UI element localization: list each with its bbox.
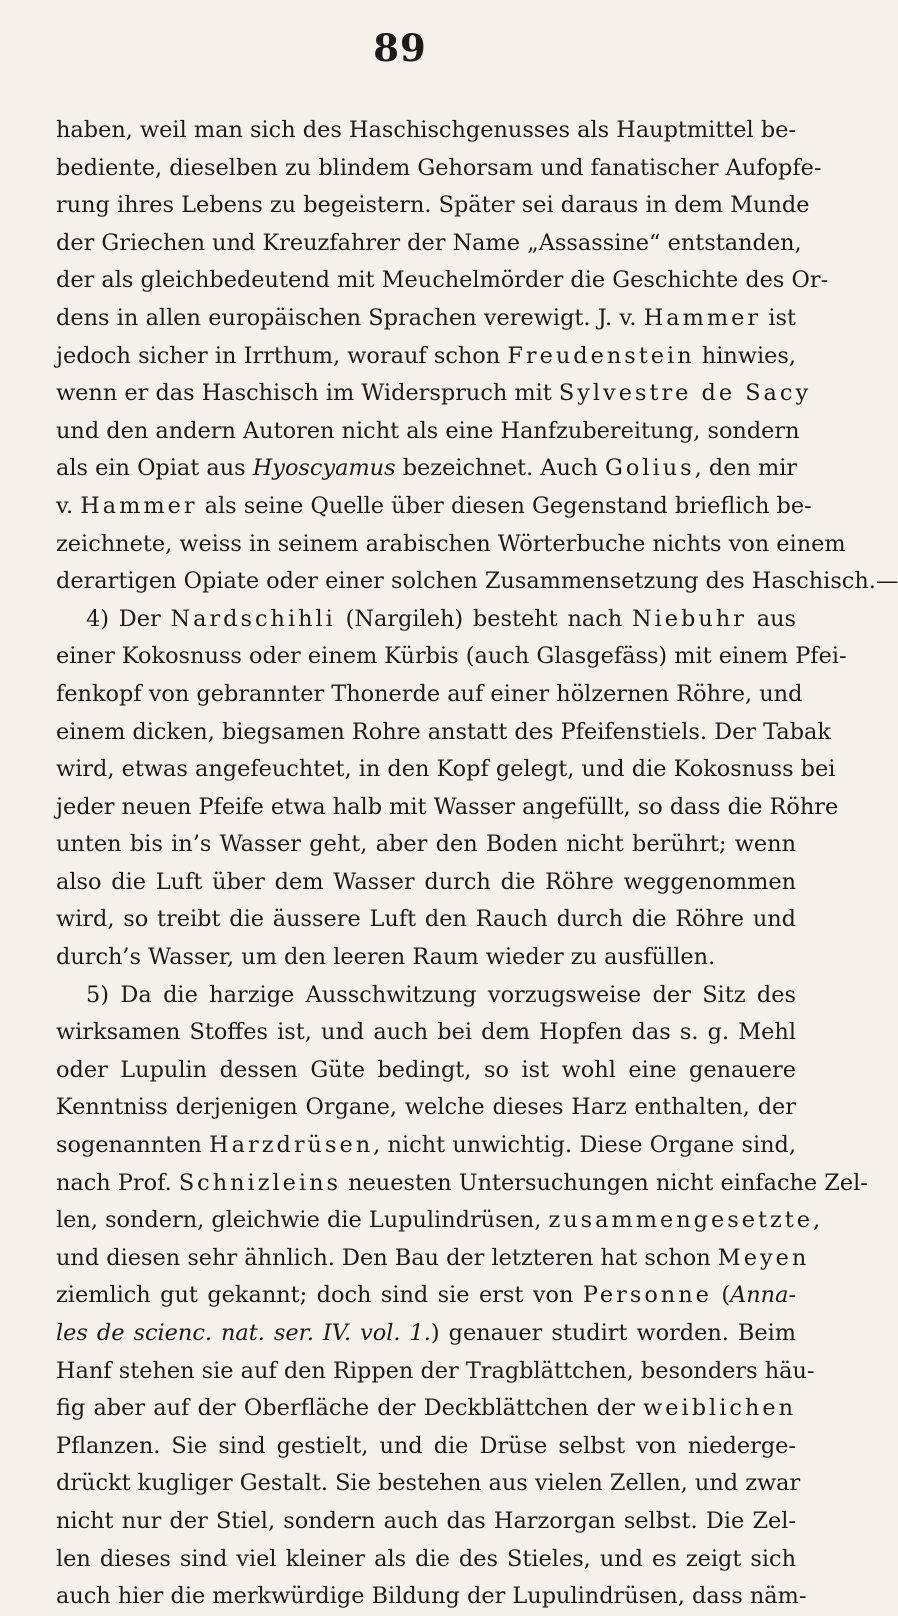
spaced-name: Personne [582,1282,712,1309]
text-line [56,826,796,864]
text-run: bediente, dieselben zu blindem Gehorsam und fanatischer Aufopfe- [56,154,822,181]
text-run: ziemlich gut gekannt; doch sind sie erst von [56,1282,583,1309]
text-line [56,789,839,827]
text-run: , nicht unwichtig. Diese Organe sind, [373,1132,796,1159]
body-text [56,112,898,1616]
text-line [56,375,812,413]
text-line [56,901,796,939]
text-line [56,1578,807,1616]
text-line [56,1127,796,1165]
text-line [56,751,836,789]
spaced-name: zusammengesetzte [548,1207,814,1234]
text-run: hinwies, [694,342,796,369]
text-line [56,1202,821,1240]
text-run: zeichnete, weiss in seinem arabischen Wörterbuche nichts von einem [56,530,846,557]
text-run: nach Prof. [56,1169,179,1196]
text-run: also die Luft über dem Wasser durch die Röhre weggenommen [56,868,796,895]
spaced-name: Harzdrüsen [209,1132,374,1159]
text-run: einer Kokosnuss oder einem Kürbis (auch Glasgefäss) mit einem Pfei- [56,643,847,670]
text-line [56,864,796,902]
text-run: , [813,1207,821,1234]
text-line [56,1353,815,1391]
text-line [56,450,796,488]
text-run: ist [761,304,796,331]
text-run: der Griechen und Kreuzfahrer der Name „Assassine“ entstanden, [56,229,802,256]
text-run: v. [56,492,81,519]
text-run: , den mir [694,455,798,482]
text-run: (Nargileh) besteht nach [335,605,633,632]
text-run: wird, so treibt die äussere Luft den Rauch durch die Röhre und [56,906,796,933]
text-line [56,1315,796,1353]
text-run: und den andern Autoren nicht als eine Hanfzubereitung, sondern [56,417,800,444]
spaced-name: Golius [605,455,695,482]
spaced-name: Hammer [643,304,762,331]
text-line [56,1052,796,1090]
text-run: einem dicken, biegsamen Rohre anstatt des Pfeifenstiels. Der Tabak [56,718,831,745]
text-line [56,150,822,188]
text-line [56,526,846,564]
text-line [56,676,803,714]
text-run: Hanf stehen sie auf den Rippen der Tragblättchen, besonders häu- [56,1357,815,1384]
text-line [56,1390,796,1428]
text-line [56,1277,796,1315]
spaced-name: weiblichen [643,1395,796,1422]
text-run: len, sondern, gleichwie die Lupulindrüsen, [56,1207,549,1234]
text-run: wird, etwas angefeuchtet, in den Kopf gelegt, und die Kokosnuss bei [56,756,836,783]
text-line [56,1089,796,1127]
spaced-name: Niebuhr [632,605,747,632]
text-run: der als gleichbedeutend mit Meuchelmörder die Geschichte des Or- [56,267,829,294]
text-run: nicht nur der Stiel, sondern auch das Harzorgan selbst. Die Zel- [56,1507,796,1534]
text-run: rung ihres Lebens zu begeistern. Später sei daraus in dem Munde [56,192,810,219]
text-run: fig aber auf der Oberfläche der Deckblättchen der [56,1395,644,1422]
italic-text: Anna- [730,1282,797,1309]
text-run: 4) Der [86,605,171,632]
text-run: als ein Opiat aus [56,455,253,482]
text-line [56,601,796,639]
text-line [56,1428,796,1466]
text-run: wirksamen Stoffes ist, und auch bei dem Hopfen das s. g. Mehl [56,1019,796,1046]
text-run: sogenannten [56,1132,210,1159]
text-run: bezeichnet. Auch [395,455,606,482]
text-line [56,714,831,752]
text-run: aus [746,605,796,632]
text-line [56,300,796,338]
text-line [56,187,810,225]
spaced-name: Hammer [80,492,198,519]
text-line [56,1465,801,1503]
text-run: ( [711,1282,731,1309]
text-run: len dieses sind viel kleiner als die des Stieles, und es zeigt sich [56,1545,796,1572]
text-line [56,939,796,977]
text-line [56,1165,868,1203]
text-line [56,488,812,526]
text-run: wenn er das Haschisch im Widerspruch mit [56,380,559,407]
text-run: ) genauer studirt worden. Beim [430,1320,796,1346]
spaced-name: Freudenstein [507,342,695,369]
text-line [56,338,796,376]
text-run: Kenntniss derjenigen Organe, welche dieses Harz enthalten, der [56,1094,796,1121]
text-line [56,225,802,263]
spaced-name: Schnizleins [178,1169,341,1196]
text-run: 5) Da die harzige Ausschwitzung vorzugsweise der Sitz des [86,981,796,1008]
spaced-name: Meyen [717,1244,810,1271]
text-run: Pflanzen. Sie sind gestielt, und die Drüse selbst von niederge- [56,1432,796,1459]
text-line [56,262,829,300]
text-run: jeder neuen Pfeife etwa halb mit Wasser angefüllt, so dass die Röhre [56,793,839,820]
text-run: als seine Quelle über diesen Gegenstand brieflich be- [197,492,812,519]
spaced-name: Sylvestre de Sacy [558,380,812,407]
text-line [56,1240,810,1278]
text-run: durch’s Wasser, um den leeren Raum wieder zu ausfüllen. [56,944,716,971]
text-line [56,1503,796,1541]
text-line [56,1541,796,1579]
text-run: dens in allen europäischen Sprachen verewigt. J. v. [56,304,644,331]
text-line [56,112,796,150]
text-run: haben, weil man sich des Haschischgenusses als Hauptmittel be- [56,117,796,143]
text-run: derartigen Opiate oder einer solchen Zusammensetzung des Haschisch.— [56,568,898,595]
italic-text: Hyoscyamus [252,455,396,482]
spaced-name: Nardschihli [170,605,336,632]
text-line [56,977,796,1015]
text-line [56,413,800,451]
text-line [56,638,847,676]
text-run: und diesen sehr ähnlich. Den Bau der letzteren hat schon [56,1244,718,1271]
text-line [56,1014,796,1052]
text-run: jedoch sicher in Irrthum, worauf schon [56,342,508,369]
text-run: neuesten Untersuchungen nicht einfache Zel- [341,1169,868,1196]
text-run: oder Lupulin dessen Güte bedingt, so ist wohl eine genauere [56,1056,796,1083]
text-run: unten bis in’s Wasser geht, aber den Boden nicht berührt; wenn [56,831,796,858]
italic-text: les de scienc. nat. ser. IV. vol. 1. [56,1320,431,1346]
page-number: 89 [373,26,427,70]
text-run: auch hier die merkwürdige Bildung der Lupulindrüsen, dass näm- [56,1583,807,1610]
text-run: fenkopf von gebrannter Thonerde auf einer hölzernen Röhre, und [56,680,803,707]
text-line [56,563,898,601]
text-run: drückt kugliger Gestalt. Sie bestehen aus vielen Zellen, und zwar [56,1470,801,1497]
